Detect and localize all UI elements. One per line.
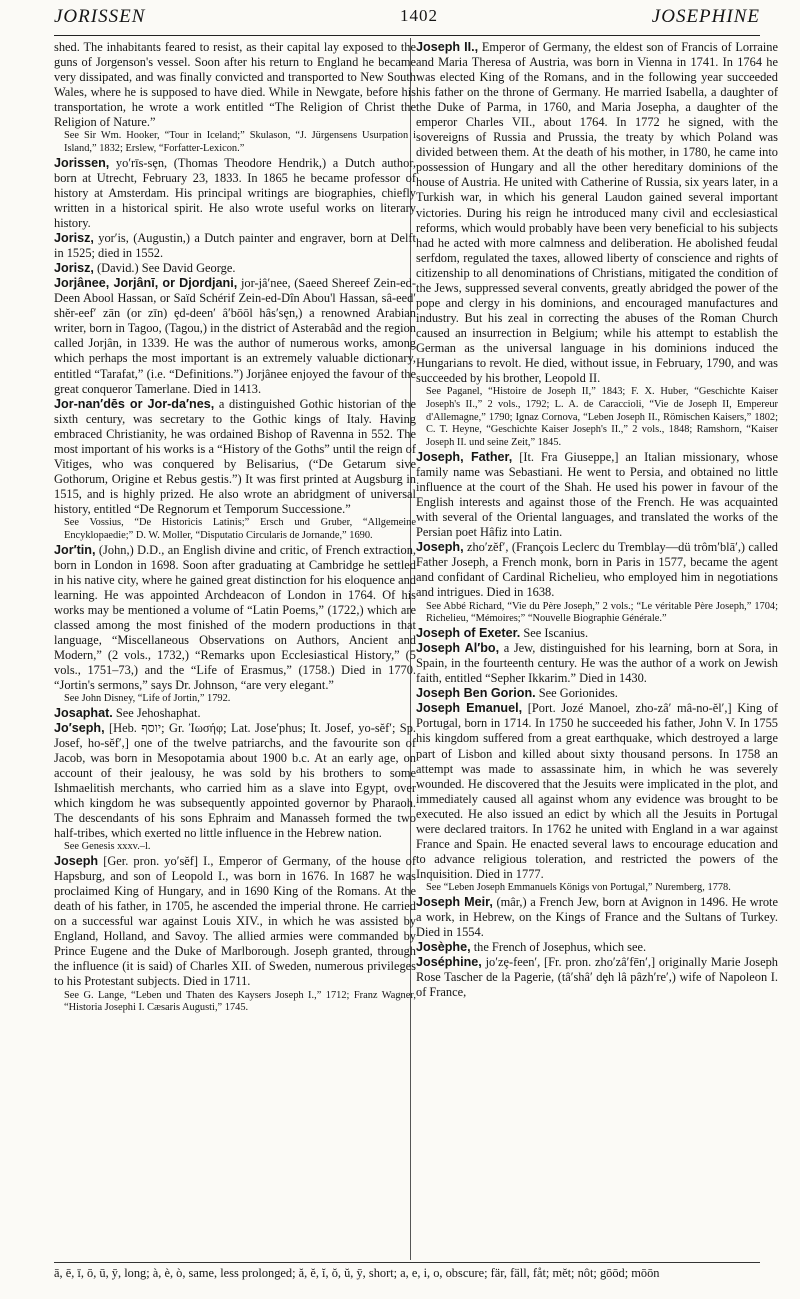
entry-headword: Joséphine, [416, 954, 482, 969]
entry-body: yo′rīs-sȩn, (Thomas Theodore Hendrik,) a Dutch author, born at Utrecht, February 23, 1833. In 1865 he became professor of history at Amsterdam. His principal writings are biographies, chiefly written in a historical spirit. He also wrote useful works on literary history. [54, 155, 416, 231]
dictionary-entry [416, 641, 778, 686]
entry-body: Emperor of Germany, the eldest son of Francis of Lorraine and Maria Theresa of Austria, was born in Vienna in 1741. In 1764 he was elected King of the Romans, and in the following year succeeded his father on the throne of Germany. He married Isabella, a daughter of the Duke of Parma, in 1760, and Maria Josepha, a daughter of the emperor Charles VII., about 1764. In 1772 he signed, with the sovereigns of Russia and Prussia, the treaty by which Poland was divided between them. At the death of his mother, in 1780, he came into possession of Hungary and all the other hereditary dominions of the house of Austria. He united with Catherine of Russia, six years later, in a Turkish war, in which his general Laudon gained several important victories. During his reign he introduced many civil and ecclesiastical reforms, which would probably have been very beneficial to his subjects had he acted with more calmness and deliberation. He abolished feudal serfdom, regulated the taxes, allowed liberty of conscience and rights of citizenship to all denominations of Christians, mitigated the condition of the Jews, suppressed several convents, greatly abridged the power of the pope and clergy in his dominions, and encouraged manufactures and industry. But his zeal in correcting the abuses of the Roman Church caused an insurrection in Belgium; while his attempt to establish the German as the universal language in his dominions induced the Hungarians to revolt. He died, without issue, in February, 1790, and was succeeded by his brother, Leopold II. [416, 40, 778, 386]
entry-body: [It. Fra Giuseppe,] an Italian missionary, whose family name was Sebastiani. He went to Persia, and obtained no little influence at the court of the Shah. He used his power in favour of the English interests and against those of the French. He was acquainted with several of the Oriental languages, and translated the works of the Persian poet Hâfiz into Latin. [416, 450, 778, 540]
dictionary-entry [54, 276, 416, 396]
reference-note: See John Disney, “Life of Jortin,” 1792. [64, 693, 231, 705]
dictionary-entry [54, 854, 416, 989]
header-right-word: JOSEPHINE [651, 6, 760, 27]
dictionary-entry [54, 721, 416, 841]
running-header [54, 4, 760, 34]
dictionary-entry [416, 40, 778, 386]
reference-note: See Paganel, “Histoire de Joseph II,” 1843; F. X. Huber, “Geschichte Kaiser Joseph's II.,” 2 vols., 1792; L. A. de Caraccioli, “Vie de Joseph II, Empereur d'Allemagne,” 1790; Ignaz Cornova, “Leben Joseph II., Römischen Kaisers,” 1802; C. T. Heyne, “Geschichte Kaiser Joseph's II.,” 2 vols., 1848; Ramshorn, “Kaiser Joseph II. und seine Zeit,” 1845. [426, 386, 778, 449]
dictionary-entry [54, 397, 416, 517]
dictionary-entry [416, 940, 778, 955]
page-number: 1402 [400, 6, 438, 25]
footer-rule [54, 1262, 760, 1263]
dictionary-entry [54, 156, 416, 231]
entry-body: See Iscanius. [520, 626, 589, 641]
entry-headword: Jor-nan′dēs or Jor-da′nes, [54, 396, 215, 411]
entry-headword: Jorisz, [54, 231, 94, 246]
entry-headword: Jorisz, [54, 261, 94, 276]
entry-body: [Ger. pron. yo′sĕf] I., Emperor of Germany, of the house of Hapsburg, and son of Leopold I., was born in 1676. In 1687 he was proclaimed King of Hungary, and in 1690 King of the Romans. At the death of his father, in 1705, he ascended the imperial throne. He carried on a successful war against Louis XIV., in which he was assisted by England, Holland, and Savoy. The allied armies were commanded by Prince Eugene and the Duke of Marlborough. Joseph granted, through the influence (it is said) of Charles XII. of Sweden, numerous privileges to his Protestant subjects. Died in 1711. [54, 854, 416, 989]
dictionary-entry [416, 686, 778, 701]
entry-headword: Joseph Emanuel, [416, 701, 523, 716]
entry-body: See Gorionides. [535, 686, 618, 701]
header-left-word: JORISSEN [54, 6, 146, 27]
entry-body: jo′zȩ-feen′, [Fr. pron. zho′zâ′fēn′,] originally Marie Joseph Rose Tascher de la Pagerie, (tâ′shâ′ dȩh lâ pâzh′re′,) wife of Napoleon I. of France, [416, 954, 778, 999]
entry-body: (David.) See David George. [93, 261, 236, 276]
entry-body: jor-jâ′nee, (Saeed Shereef Zein-ed-Deen Abool Hassan, or Saïd Schérif Zein-ed-Dîn Abou'l Hassan, sâ-eed′ shĕr-eef′ zān (or zīn) ȩd-deen′ â′bōōl hâs′sȩn,) a renowned Arabian writer, born in Tagoo, (Tagou,) in the district of Asterabâd and the region called Jorjân, in 1339. He was the author of numerous works, among which perhaps the most important is an extremely valuable dictionary, entitled “Tarafat,” (i.e. “Definitions.”) Jorjânee enjoyed the favour of the great conqueror Tamerlane. Died in 1413. [54, 276, 416, 396]
entry-headword: Joseph Meir, [416, 894, 493, 909]
entry-body: See Jehoshaphat. [112, 705, 201, 720]
dictionary-entry [416, 701, 778, 882]
entry-body: zho′zĕf′, (François Leclerc du Tremblay—dü trôm′blā′,) called Father Joseph, a French monk, born in Paris in 1577, became the agent and confidant of Cardinal Richelieu, who employed him in negotiations and intrigues. Died in 1638. [416, 540, 778, 600]
entry-headword: Jor′tin, [54, 542, 96, 557]
reference-note: See Vossius, “De Historicis Latinis;” Ersch und Gruber, “Allgemeine Encyklopaedie;” D. W. Moller, “Disputatio Circularis de Jornande,” 1690. [64, 517, 416, 541]
entry-headword: Joseph Ben Gorion. [416, 686, 536, 701]
dictionary-entry [54, 261, 416, 276]
entry-headword: Joseph [54, 854, 99, 869]
dictionary-entry [54, 706, 416, 721]
entry-body: (John,) D.D., an English divine and critic, of French extraction, born in London in 1698. Soon after graduating at Cambridge he settled in his native city, where he gained great distinction for his eloquence and learning. He was appointed Archdeacon of London in 1764. Of his works may be mentioned a volume of “Latin Poems,” (1722,) which are classed among the most finished of the modern productions in that language, “Miscellaneous Observations on Authors, Ancient and Modern,” (2 vols., 1732,) “Remarks upon Ecclesiastical History,” (5 vols., 1751–73,) and the “Life of Erasmus,” (1758.) Died in 1770. “Jortin's sermons,” says Dr. Johnson, “are very elegant.” [54, 542, 416, 693]
entry-body: the French of Josephus, which see. [470, 939, 647, 954]
dictionary-entry [54, 231, 416, 261]
entry-body: [Port. Jozé Manoel, zho-zâ′ mâ-no-ĕl′,] King of Portugal, born in 1714. In 1750 he succeeded his father, John V. In 1755 his kingdom suffered from a great earthquake, which destroyed a large part of Lisbon and killed about sixty thousand persons. In 1758 an attempt was made to assassinate him, in which he was severely wounded. He discovered that the Jesuits were implicated in the plot, and immediately caused all against whom any evidence was brought to be executed. He also issued an edict by which all the Jesuits in Portugal were declared traitors. In 1762 he united with England in a war against France and Spain. He enacted several laws to encourage education and to advance religious toleration, and restricted the powers of the Inquisition. Died in 1777. [416, 701, 778, 881]
pronunciation-key: ā, ē, ī, ō, ū, ȳ, long; à, è, ò, same, less prolonged; ă, ĕ, ĭ, ŏ, ŭ, ȳ, short; a, e, i, o, obscure; fär, fäll, fåt; mĕt; nôt; gōōd; mōōn [54, 1266, 660, 1280]
dictionary-entry [416, 895, 778, 940]
header-rule [54, 35, 760, 36]
entry-headword: Joseph of Exeter. [416, 626, 521, 641]
entry-body: a Jew, distinguished for his learning, born at Sora, in Spain, in the fourteenth century. He was the author of a work on Jewish faith, entitled “Sepher Ikkarim.” Died in 1430. [416, 641, 778, 686]
entry-headword: Josaphat. [54, 705, 113, 720]
entry-headword: Joseph II., [416, 40, 479, 54]
dictionary-entry [54, 543, 416, 693]
right-column [416, 40, 778, 1258]
continued-text: shed. The inhabitants feared to resist, as their capital lay exposed to the guns of Jorgenson's vessel. Soon after his return to England he became very dissipated, and was finally convicted and transported to New South Wales, where he is supposed to have died. While in Newgate, before his transportation, he wrote a work entitled “The Religion of Christ the Religion of Nature.” [54, 40, 416, 130]
entry-body: a distinguished Gothic historian of the sixth century, was secretary to the Gothic kings of Italy. Having embraced Christianity, he was ordained Bishop of Ravenna in 552. The most important of his works is a “History of the Goths” until the reign of Vitiges, who was conquered by Belisarius, (“De Getarum sive Gothorum, Origine et Rebus gestis.”) It was first printed at Augsburg in 1515, and is highly prized. He also wrote an abridgment of universal history, entitled “De Regnorum et Temporum Successione.” [54, 396, 416, 516]
entry-headword: Jorissen, [54, 155, 110, 170]
left-column [54, 40, 416, 1258]
entry-body: yor′is, (Augustin,) a Dutch painter and engraver, born at Delft in 1525; died in 1552. [54, 231, 416, 261]
entry-body: [Heb. יוסף; Gr. Ἰωσήφ; Lat. Jose′phus; It. Josef, yo-sĕf′; Sp. Josef, ho-sĕf′,] one of the twelve patriarchs, and the favourite son of Jacob, was born in Mesopotamia about 1900 b.c. At an early age, on account of their jealousy, he was sold by his brothers to some Ishmaelitish merchants, who carried him as a slave into Egypt, over which kingdom he was subsequently appointed governor by Pharaoh. The descendants of his sons Ephraim and Manasseh formed the two half-tribes, which exerted no little influence in the Hebrew nation. [54, 720, 416, 841]
entry-body: (mâr,) a French Jew, born at Avignon in 1496. He wrote a work, in Hebrew, on the Kings of France and the Sultans of Turkey. Died in 1554. [416, 894, 778, 939]
dictionary-entry [416, 450, 778, 540]
reference-note: See Abbé Richard, “Vie du Père Joseph,” 2 vols.; “Le véritable Père Joseph,” 1704; Richelieu, “Mémoires;” “Nouvelle Biographie Générale.” [426, 600, 778, 625]
entry-headword: Jorjânee, Jorjânī, or Djordjani, [54, 276, 238, 291]
entry-headword: Joseph, [416, 540, 464, 555]
reference-note: See Sir Wm. Hooker, “Tour in Iceland;” Skulason, “J. Jürgensens Usurpation i Island,” 1832; Erslew, “Forfatter-Lexicon.” [64, 130, 416, 155]
reference-note: See “Leben Joseph Emmanuels Königs von Portugal,” Nuremberg, 1778. [426, 881, 731, 893]
dictionary-entry [416, 955, 778, 1000]
reference-note: See G. Lange, “Leben und Thaten des Kaysers Joseph I.,” 1712; Franz Wagner, “Historia Josephi I. Cæsaris Augusti,” 1745. [64, 989, 416, 1014]
dictionary-entry [416, 626, 778, 641]
reference-note: See Genesis xxxv.–l. [64, 841, 151, 853]
entry-headword: Josèphe, [416, 939, 471, 954]
entry-headword: Joseph Al′bo, [416, 641, 500, 656]
entry-headword: Joseph, Father, [416, 450, 513, 465]
entry-headword: Jo′seph, [54, 720, 105, 735]
dictionary-entry [416, 540, 778, 600]
